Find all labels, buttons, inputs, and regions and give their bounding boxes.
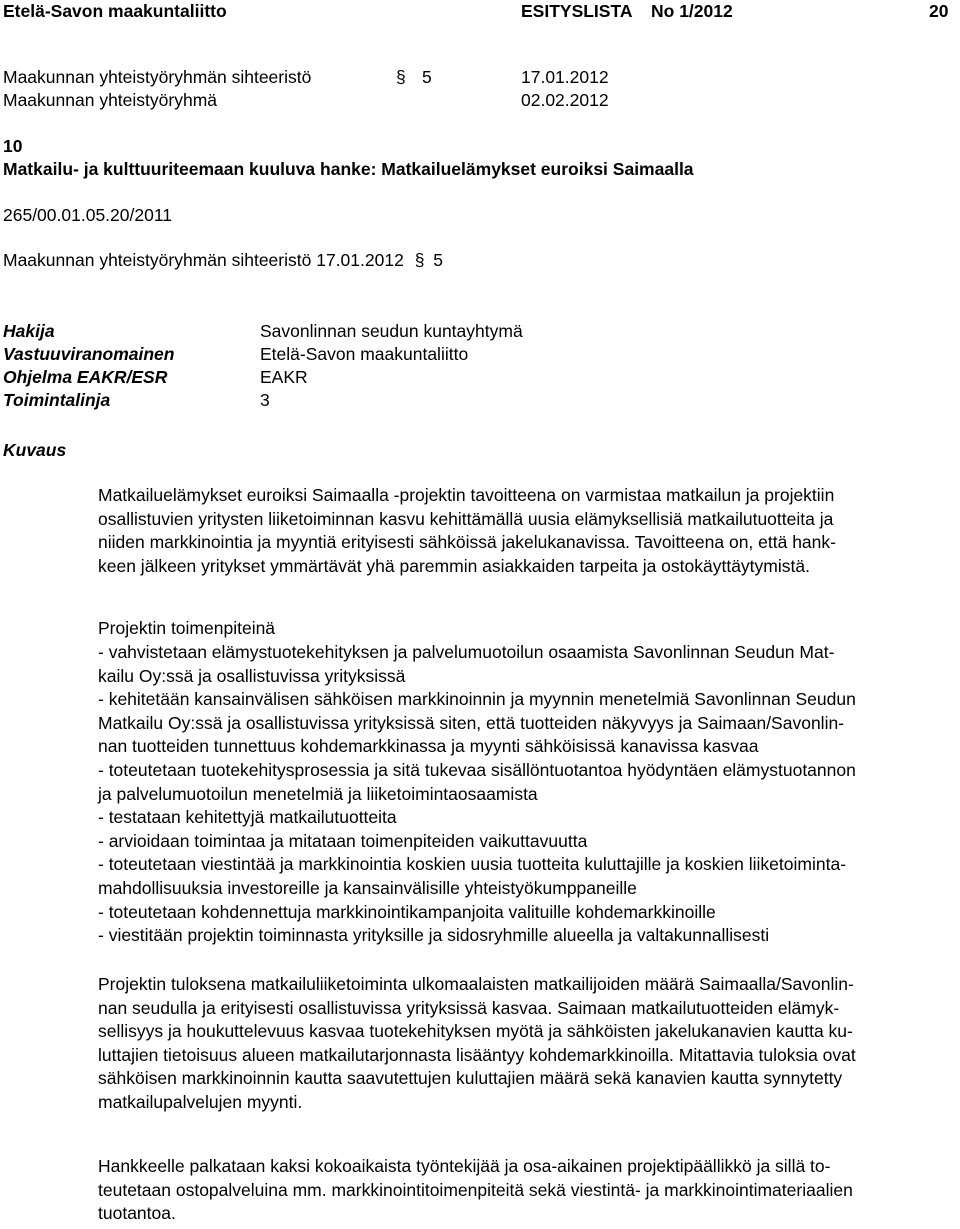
- text-line: Hankkeelle palkataan kaksi kokoaikaista työntekijää ja osa-aikainen projektipäällikkö ja sillä to-: [98, 1156, 831, 1176]
- text-line: Matkailuelämykset euroiksi Saimaalla -projektin tavoitteena on varmistaa matkailun ja projektiin: [98, 485, 835, 505]
- intro-paragraph: [98, 484, 956, 578]
- header-page-number: 20: [929, 1, 949, 21]
- text-line: Matkailu Oy:ssä ja osallistuvissa yrityksissä siten, että tuotteiden näkyvyys ja Saimaan/Savonlin-: [98, 712, 845, 733]
- text-line: matkailupalvelujen myynti.: [98, 1091, 303, 1112]
- text-line: sellisyys ja houkuttelevuus kasvaa tuotekehityksen myötä ja sähköisten jakelukanavien kautta ku-: [98, 1021, 853, 1042]
- text-line: niiden markkinointia ja myyntiä erityisesti sähköissä jakelukanavissa. Tavoitteena on, että hank-: [98, 532, 836, 553]
- field-value-priority-axis: 3: [260, 390, 270, 410]
- text-line: - testataan kehitettyjä matkailutuotteita: [98, 807, 397, 828]
- item-record-id: 265/00.01.05.20/2011: [3, 205, 173, 225]
- meeting-section: 5: [422, 67, 432, 87]
- text-line: kailu Oy:ssä ja osallistuvissa yrityksissä: [98, 665, 406, 686]
- meeting-body: Maakunnan yhteistyöryhmä: [3, 90, 217, 110]
- item-number: 10: [3, 136, 23, 156]
- header-doc-type: ESITYSLISTA: [521, 1, 633, 21]
- field-value-programme: EAKR: [260, 367, 308, 387]
- description-label: Kuvaus: [3, 440, 67, 460]
- text-line: - kehitetään kansainvälisen sähköisen markkinoinnin ja myynnin menetelmiä Savonlinnan Seudun: [98, 689, 856, 710]
- text-line: - viestitään projektin toiminnasta yrityksille ja sidosryhmille alueella ja valtakunnallisesti: [98, 925, 770, 946]
- meeting-date: 17.01.2012: [521, 67, 609, 87]
- header-doc-number: No 1/2012: [651, 1, 733, 21]
- text-line: nan tuotteiden tunnettuus kohdemarkkinassa ja myynti sähköisissä kanavissa kasvaa: [98, 736, 759, 757]
- text-line: osallistuvien yritysten liiketoiminnan kasvu kehittämällä uusia elämyksellisiä matkailutuotteita ja: [98, 508, 834, 529]
- header-org: Etelä-Savon maakuntaliitto: [3, 1, 227, 21]
- item-reference: [3, 250, 443, 270]
- meeting-date: 02.02.2012: [521, 90, 609, 110]
- text-line: - vahvistetaan elämystuotekehityksen ja palvelumuotoilun osaamista Savonlinnan Seudun Mat-: [98, 642, 835, 662]
- field-label-priority-axis: Toimintalinja: [3, 390, 111, 410]
- text-line: - arvioidaan toimintaa ja mitataan toimenpiteiden vaikuttavuutta: [98, 830, 588, 851]
- staff-paragraph: [98, 1155, 956, 1226]
- text-line: tuotantoa.: [98, 1203, 176, 1224]
- text-line: luttajien tietoisuus alueen matkailutarjonnasta lisääntyy kohdemarkkinoilla. Mitattavia tuloksia ovat: [98, 1044, 856, 1065]
- text-line: - toteutetaan viestintää ja markkinointia koskien uusia tuotteita kuluttajille ja koskien liiketoiminta-: [98, 854, 847, 875]
- text-line: keen jälkeen yritykset ymmärtävät yhä paremmin asiakkaiden tarpeita ja ostokäyttäytymistä.: [98, 555, 810, 576]
- field-label-applicant: Hakija: [3, 321, 55, 341]
- results-paragraph: [98, 973, 956, 1115]
- field-label-authority: Vastuuviranomainen: [3, 344, 175, 364]
- item-title: Matkailu- ja kulttuuriteemaan kuuluva hanke: Matkailuelämykset euroiksi Saimaalla: [3, 159, 694, 179]
- text-line: Projektin tuloksena matkailuliiketoiminta ulkomaalaisten matkailijoiden määrä Saimaalla/Savonlin-: [98, 974, 854, 994]
- measures-heading: Projektin toimenpiteinä: [98, 618, 276, 638]
- field-value-applicant: Savonlinnan seudun kuntayhtymä: [260, 321, 523, 341]
- text-line: - toteutetaan kohdennettuja markkinointikampanjoita valituille kohdemarkkinoille: [98, 901, 716, 922]
- item-reference-text: Maakunnan yhteistyöryhmän sihteeristö 17.01.2012: [3, 250, 404, 270]
- measures-list: [98, 641, 956, 948]
- text-line: ja palvelumuotoilun menetelmiä ja liiketoimintaosaamista: [98, 783, 538, 804]
- text-line: nan seudulla ja erityisesti osallistuvissa yrityksissä kasvaa. Saimaan matkailutuotteiden elämyk-: [98, 997, 840, 1018]
- meeting-section-symbol: §: [396, 67, 406, 87]
- text-line: - toteutetaan tuotekehitysprosessia ja sitä tukevaa sisällöntuotantoa hyödyntäen elämystuotannon: [98, 759, 856, 780]
- text-line: teutetaan ostopalveluina mm. markkinointitoimenpiteitä sekä viestintä- ja markkinointimateriaalien: [98, 1179, 853, 1200]
- text-line: mahdollisuuksia investoreille ja kansainvälisille yhteistyökumppaneille: [98, 877, 637, 898]
- text-line: sähköisen markkinoinnin kautta saavutettujen kuluttajien määrä sekä kanavien kautta synnytetty: [98, 1068, 843, 1089]
- field-label-programme: Ohjelma EAKR/ESR: [3, 367, 168, 387]
- meeting-body: Maakunnan yhteistyöryhmän sihteeristö: [3, 67, 312, 87]
- section-symbol: §: [414, 250, 425, 270]
- field-value-authority: Etelä-Savon maakuntaliitto: [260, 344, 469, 364]
- item-reference-section: 5: [433, 250, 444, 270]
